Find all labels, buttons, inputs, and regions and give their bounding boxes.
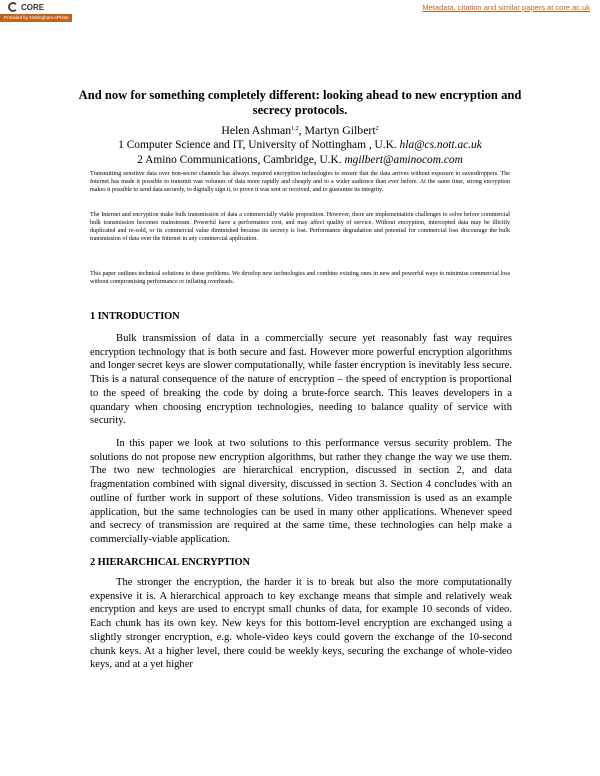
body-paragraph: The stronger the encryption, the harder it is to break but also the more computationally expensive it is. A hierarchical approach to key exchange means that simple and relatively weak encryption and keys are used to encrypt small chunks of data, for example 10 seconds of video. Each chunk has its own key. New keys for this bottom-level encryption are exchanged using a slightly stronger encryption, e.g. whole-video keys could govern the exchange of the 10-second chunk keys. At a higher level, there could be weekly keys, securing the exchange of whole-video keys, and at a yet higher [90,577,512,671]
provided-by-text: Provided by Nottingham ePrints [4,15,69,20]
abstract-paragraph: The Internet and encryption make bulk transmission of data a commercially viable proposition. However, there are implementation challenges to solve before commercial bulk transmission becomes mainstream. Powerful have a performance cost, and may affect quality of service. Without encryption, intercepted data may be illicitly duplicated and re-sold, or its commercial value diminished because its secrecy is lost. Performance degradation and potential for commercial loss discourage the bulk transmission of data over the Internet in any commercial application. [90,212,510,242]
core-logo-icon [8,2,19,13]
author-name: Martyn Gilbert [304,123,376,137]
section-heading: 1 INTRODUCTION [90,311,180,322]
core-logo-text: CORE [21,3,45,12]
author-name: Helen Ashman [221,123,292,137]
paper-title: And now for something completely different: looking ahead to new encryption and secrecy protocols. [78,88,522,117]
affiliation-2 [60,153,540,168]
body-paragraph: In this paper we look at two solutions to this performance versus security problem. The solutions do not propose new encryption algorithms, but rather they change the way we use them. The two new technologies are hierarchical encryption, discussed in section 2, and data fragmentation combined with signal diversity, discussed in section 3. Section 4 concludes with an outline of further work in support of these solutions. Video transmission is used as an example application, but the same technologies can be used in many other applications. Whenever speed and secrecy of transmission are required at the same time, these technologies can help make a commercially-viable application. [90,438,512,545]
affiliation-text: 2 Amino Communications, Cambridge, U.K. [137,154,345,166]
author-separator: , [298,123,305,137]
abstract-paragraph: Transmitting sensitive data over non-secret channels has always required encryption technologies to ensure that the data arrives without exposure to eavesdroppers. The Internet has made it possible to transmit vast volumes of data more rapidly and cheaply and to a wider audience than ever before. At the same time, strong encryption makes it possible to send data securely, to digitally sign it, to prove it was sent or received, and to guarantee its integrity. [90,171,510,193]
affiliation-1 [60,138,540,153]
author-affiliation-mark: 1,2 [291,126,299,132]
core-logo[interactable] [8,2,44,13]
core-banner [0,0,600,22]
author-affiliation-mark: 2 [375,126,379,132]
core-metadata-link[interactable]: Metadata, citation and similar papers at core.ac.uk [422,3,590,12]
affiliation-text: 1 Computer Science and IT, University of Nottingham , U.K. [118,139,400,151]
body-paragraph: Bulk transmission of data in a commercially secure yet reasonably fast way requires encryption technology that is both secure and fast. However more powerful encryption algorithms and longer secret keys are slower computationally, while faster encryption is inevitably less secure. This is a natural consequence of the nature of encryption – the speed of encryption is proportional to the speed of breaking the code by doing a brute-force search. This leaves developers in a quandary when choosing encryption technologies, needing to balance quality of service with security. [90,333,512,427]
section-heading: 2 HIERARCHICAL ENCRYPTION [90,557,250,568]
provided-by-strip [0,14,72,22]
affiliation-email: mgilbert@aminocom.com [344,154,463,166]
author-line [60,123,540,138]
affiliation-email: hla@cs.nott.ac.uk [399,139,482,151]
abstract-paragraph: This paper outlines technical solutions to these problems. We develop new technologies and combine existing ones in new and powerful ways to minimise commercial loss without compromising performance or inflating overheads. [90,271,510,285]
